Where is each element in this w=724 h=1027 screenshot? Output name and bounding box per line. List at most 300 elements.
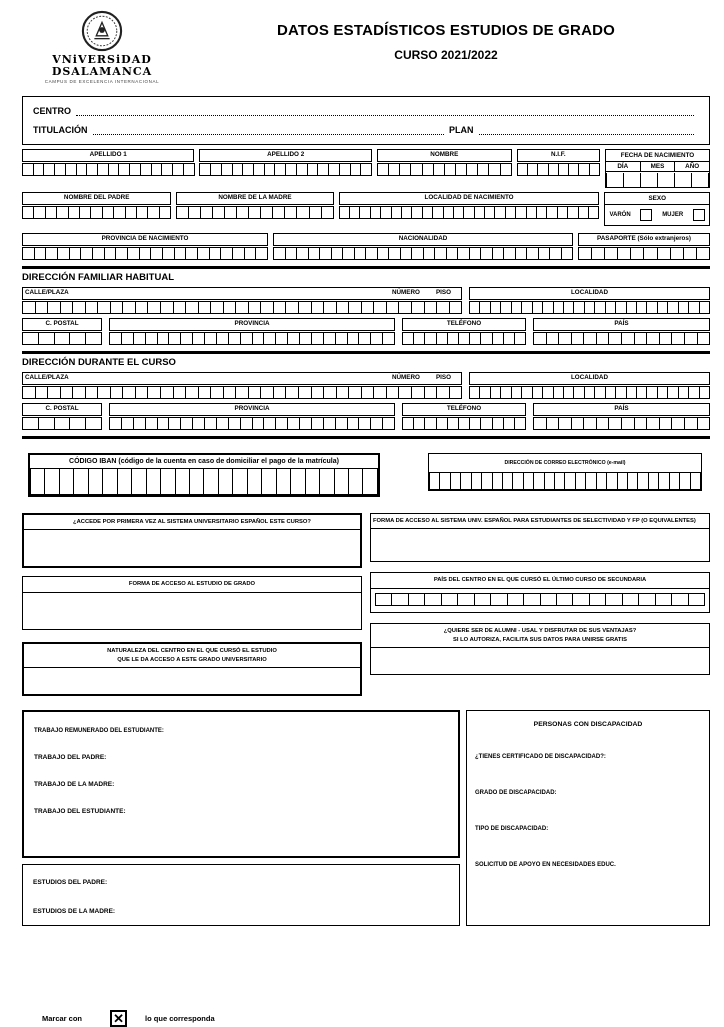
q-naturaleza-centro-label: NATURALEZA DEL CENTRO EN EL QUE CURSÓ EL ESTUDIO QUE LE DA ACCESO A ESTE GRADO UNIVERSITARIO <box>24 644 360 668</box>
char-cell[interactable] <box>449 386 463 399</box>
char-cell[interactable] <box>373 301 387 314</box>
char-cell[interactable] <box>697 417 711 430</box>
grado-discapacidad-label: GRADO DE DISCAPACIDAD: <box>475 790 557 797</box>
char-cell[interactable] <box>699 386 710 399</box>
char-cell[interactable] <box>276 469 291 495</box>
df-numero-label: NÚMERO <box>391 288 420 296</box>
char-cell[interactable] <box>457 593 474 606</box>
char-cell[interactable] <box>185 386 199 399</box>
char-cell[interactable] <box>223 301 237 314</box>
mes-label: MES <box>640 162 675 171</box>
char-cell[interactable] <box>72 301 86 314</box>
nif-cells[interactable] <box>517 163 600 176</box>
char-cell[interactable] <box>391 593 408 606</box>
char-cell[interactable] <box>336 301 350 314</box>
df-pais-cells[interactable] <box>533 332 710 345</box>
char-cell[interactable] <box>311 386 325 399</box>
char-cell[interactable] <box>348 301 362 314</box>
apellido2-cells[interactable] <box>199 163 371 176</box>
nombre-madre-field <box>176 192 333 219</box>
char-cell[interactable] <box>424 386 438 399</box>
char-cell[interactable] <box>375 593 392 606</box>
char-cell[interactable] <box>362 469 377 495</box>
char-cell[interactable] <box>386 386 400 399</box>
certificado-discapacidad-label: ¿TIENES CERTIFICADO DE DISCAPACIDAD?: <box>475 754 606 761</box>
char-cell[interactable] <box>334 469 349 495</box>
char-cell[interactable] <box>572 593 589 606</box>
varon-checkbox[interactable] <box>640 209 652 221</box>
x-mark-checkbox[interactable]: ✕ <box>110 1010 127 1027</box>
char-cell[interactable] <box>159 206 171 219</box>
char-cell[interactable] <box>634 417 648 430</box>
centro-fill-line[interactable] <box>76 107 694 116</box>
char-cell[interactable] <box>85 386 99 399</box>
char-cell[interactable] <box>122 301 136 314</box>
nombre-madre-cells[interactable] <box>176 206 333 219</box>
char-cell[interactable] <box>556 593 573 606</box>
direccion-curso-title: DIRECCIÓN DURANTE EL CURSO <box>22 356 176 368</box>
apellido1-label: APELLIDO 1 <box>22 149 194 162</box>
page-subtitle: CURSO 2021/2022 <box>394 48 498 62</box>
char-cell[interactable] <box>348 386 362 399</box>
char-cell[interactable] <box>500 163 512 176</box>
q-alumni-box <box>370 623 710 675</box>
dc-cpostal-field <box>22 403 102 430</box>
char-cell[interactable] <box>523 593 540 606</box>
df-cpostal-field <box>22 318 102 345</box>
char-cell[interactable] <box>657 247 671 260</box>
df-localidad-field <box>469 287 710 314</box>
trabajo-madre-label: TRABAJO DE LA MADRE: <box>34 781 115 789</box>
char-cell[interactable] <box>514 332 526 345</box>
dc-localidad-cells[interactable] <box>469 386 710 399</box>
char-cell[interactable] <box>85 332 102 345</box>
char-cell[interactable] <box>604 247 618 260</box>
char-cell[interactable] <box>683 247 697 260</box>
char-cell[interactable] <box>436 301 450 314</box>
dc-pais-field <box>533 403 710 430</box>
iban-email-row <box>22 453 710 497</box>
pasaporte-label: PASAPORTE (Sólo extranjeros) <box>578 233 710 246</box>
tipo-discapacidad-label: TIPO DE DISCAPACIDAD: <box>475 826 549 833</box>
df-telefono-label: TELÉFONO <box>402 318 526 331</box>
email-field <box>428 453 702 491</box>
char-cell[interactable] <box>210 386 224 399</box>
char-cell[interactable] <box>558 417 572 430</box>
char-cell[interactable] <box>223 386 237 399</box>
char-cell[interactable] <box>102 469 117 495</box>
char-cell[interactable] <box>621 417 635 430</box>
char-cell[interactable] <box>110 386 124 399</box>
char-cell[interactable] <box>135 386 149 399</box>
char-cell[interactable] <box>630 247 644 260</box>
questions-area <box>22 513 710 697</box>
char-cell[interactable] <box>697 332 711 345</box>
char-cell[interactable] <box>638 593 655 606</box>
char-cell[interactable] <box>382 417 395 430</box>
char-cell[interactable] <box>514 417 526 430</box>
mujer-checkbox[interactable] <box>693 209 705 221</box>
section-divider <box>22 266 710 269</box>
dc-provincia-label: PROVINCIA <box>109 403 395 416</box>
char-cell[interactable] <box>248 301 262 314</box>
localidad-nacimiento-cells[interactable] <box>339 206 600 219</box>
char-cell[interactable] <box>398 386 412 399</box>
df-calle-cells[interactable] <box>22 301 462 314</box>
char-cell[interactable] <box>696 247 710 260</box>
char-cell[interactable] <box>578 247 592 260</box>
char-cell[interactable] <box>22 332 39 345</box>
char-cell[interactable] <box>596 417 610 430</box>
df-piso-label: PISO <box>435 288 451 296</box>
char-cell[interactable] <box>348 469 363 495</box>
char-cell[interactable] <box>546 332 560 345</box>
nif-field <box>517 149 600 176</box>
provincia-nacimiento-cells[interactable] <box>22 247 268 260</box>
char-cell[interactable] <box>621 332 635 345</box>
char-cell[interactable] <box>290 469 305 495</box>
char-cell[interactable] <box>608 417 622 430</box>
char-cell[interactable] <box>44 469 59 495</box>
q-forma-acceso-sistema-label: FORMA DE ACCESO AL SISTEMA UNIV. ESPAÑOL PARA ESTUDIANTES DE SELECTIVIDAD Y FP (O EQUIVALENTES) <box>371 514 709 530</box>
char-cell[interactable] <box>657 173 675 187</box>
q-pais-centro-label: PAÍS DEL CENTRO EN EL QUE CURSÓ EL ÚLTIMO CURSO DE SECUNDARIA <box>371 573 709 589</box>
char-cell[interactable] <box>235 386 249 399</box>
q-naturaleza-centro-answer[interactable] <box>24 668 360 694</box>
apellido1-cells[interactable] <box>22 163 194 176</box>
char-cell[interactable] <box>361 301 375 314</box>
char-cell[interactable] <box>591 247 605 260</box>
char-cell[interactable] <box>408 593 425 606</box>
nacionalidad-label: NACIONALIDAD <box>273 233 573 246</box>
nacionalidad-cells[interactable] <box>273 247 573 260</box>
nombre-field <box>377 149 512 176</box>
dc-calle-field <box>22 372 462 399</box>
email-label: DIRECCIÓN DE CORREO ELECTRÓNICO (e-mail) <box>429 454 701 473</box>
char-cell[interactable] <box>655 593 672 606</box>
char-cell[interactable] <box>147 386 161 399</box>
char-cell[interactable] <box>247 469 262 495</box>
char-cell[interactable] <box>540 593 557 606</box>
pasaporte-cells[interactable] <box>578 247 710 260</box>
char-cell[interactable] <box>260 386 274 399</box>
df-provincia-label: PROVINCIA <box>109 318 395 331</box>
titulacion-fill-line[interactable] <box>93 126 445 135</box>
char-cell[interactable] <box>449 301 463 314</box>
iban-label: CÓDIGO IBAN (código de la cuenta en caso de domiciliar el pago de la matrícula) <box>30 455 378 469</box>
fecha-nacimiento-box <box>605 149 710 188</box>
char-cell[interactable] <box>699 301 710 314</box>
char-cell[interactable] <box>382 332 395 345</box>
char-cell[interactable] <box>60 301 74 314</box>
q-primera-vez-box <box>22 513 362 569</box>
char-cell[interactable] <box>589 163 600 176</box>
dir-familiar-row-1 <box>22 287 710 314</box>
direccion-familiar-title: DIRECCIÓN FAMILIAR HABITUAL <box>22 271 174 283</box>
char-cell[interactable] <box>131 469 146 495</box>
char-cell[interactable] <box>72 386 86 399</box>
form-titles <box>182 8 710 62</box>
solicitud-apoyo-label: SOLICITUD DE APOYO EN NECESIDADES EDUC. <box>475 862 616 869</box>
char-cell[interactable] <box>88 469 103 495</box>
logo-subtitle: CAMPUS DE EXCELENCIA INTERNACIONAL <box>44 79 160 85</box>
provincia-nacimiento-field <box>22 233 268 260</box>
char-cell[interactable] <box>285 301 299 314</box>
char-cell[interactable] <box>198 301 212 314</box>
char-cell[interactable] <box>47 301 61 314</box>
char-cell[interactable] <box>183 163 195 176</box>
nombre-cells[interactable] <box>377 163 512 176</box>
char-cell[interactable] <box>606 173 624 187</box>
char-cell[interactable] <box>589 593 606 606</box>
q-forma-acceso-grado-box <box>22 576 362 630</box>
varon-label: VARÓN <box>609 212 631 218</box>
char-cell[interactable] <box>571 332 585 345</box>
char-cell[interactable] <box>54 332 71 345</box>
char-cell[interactable] <box>260 301 274 314</box>
char-cell[interactable] <box>411 386 425 399</box>
char-cell[interactable] <box>173 301 187 314</box>
char-cell[interactable] <box>97 301 111 314</box>
char-cell[interactable] <box>360 163 372 176</box>
page-title: DATOS ESTADÍSTICOS ESTUDIOS DE GRADO <box>276 22 616 39</box>
char-cell[interactable] <box>323 301 337 314</box>
char-cell[interactable] <box>85 417 102 430</box>
char-cell[interactable] <box>583 417 597 430</box>
char-cell[interactable] <box>298 301 312 314</box>
char-cell[interactable] <box>671 332 685 345</box>
char-cell[interactable] <box>643 247 657 260</box>
df-provincia-field <box>109 318 395 345</box>
char-cell[interactable] <box>691 173 709 187</box>
char-cell[interactable] <box>671 593 688 606</box>
df-cpostal-label: C. POSTAL <box>22 318 102 331</box>
dc-cpostal-cells[interactable] <box>22 417 102 430</box>
plan-fill-line[interactable] <box>479 126 694 135</box>
q-pais-centro-cells[interactable] <box>375 593 705 606</box>
char-cell[interactable] <box>684 332 698 345</box>
char-cell[interactable] <box>22 417 39 430</box>
char-cell[interactable] <box>198 386 212 399</box>
char-cell[interactable] <box>670 247 684 260</box>
char-cell[interactable] <box>321 206 334 219</box>
char-cell[interactable] <box>323 386 337 399</box>
char-cell[interactable] <box>319 469 334 495</box>
char-cell[interactable] <box>424 301 438 314</box>
char-cell[interactable] <box>273 386 287 399</box>
titulacion-label: TITULACIÓN <box>33 125 88 135</box>
char-cell[interactable] <box>117 469 132 495</box>
char-cell[interactable] <box>147 301 161 314</box>
trabajo-remunerado-label: TRABAJO REMUNERADO DEL ESTUDIANTE: <box>34 728 164 735</box>
char-cell[interactable] <box>160 301 174 314</box>
dc-numero-label: NÚMERO <box>391 373 420 381</box>
df-pais-label: PAÍS <box>533 318 710 331</box>
char-cell[interactable] <box>634 332 648 345</box>
char-cell[interactable] <box>122 386 136 399</box>
email-cells[interactable] <box>429 473 701 490</box>
char-cell[interactable] <box>160 469 175 495</box>
q-alumni-answer[interactable] <box>371 648 709 674</box>
char-cell[interactable] <box>646 417 660 430</box>
fecha-cells[interactable] <box>606 173 709 187</box>
df-localidad-label: LOCALIDAD <box>469 287 710 300</box>
fecha-subheaders <box>606 162 709 172</box>
char-cell[interactable] <box>336 386 350 399</box>
char-cell[interactable] <box>69 332 86 345</box>
corresponda-label: lo que corresponda <box>145 1014 215 1024</box>
char-cell[interactable] <box>47 386 61 399</box>
char-cell[interactable] <box>22 386 36 399</box>
char-cell[interactable] <box>175 469 190 495</box>
char-cell[interactable] <box>533 417 547 430</box>
char-cell[interactable] <box>54 417 71 430</box>
dc-telefono-field <box>402 403 526 430</box>
char-cell[interactable] <box>622 593 639 606</box>
df-localidad-cells[interactable] <box>469 301 710 314</box>
char-cell[interactable] <box>646 332 660 345</box>
char-cell[interactable] <box>210 301 224 314</box>
char-cell[interactable] <box>73 469 88 495</box>
char-cell[interactable] <box>218 469 233 495</box>
nombre-padre-label: NOMBRE DEL PADRE <box>22 192 171 205</box>
char-cell[interactable] <box>255 247 268 260</box>
char-cell[interactable] <box>285 386 299 399</box>
dc-pais-cells[interactable] <box>533 417 710 430</box>
char-cell[interactable] <box>305 469 320 495</box>
char-cell[interactable] <box>608 332 622 345</box>
char-cell[interactable] <box>659 417 673 430</box>
char-cell[interactable] <box>361 386 375 399</box>
char-cell[interactable] <box>671 417 685 430</box>
char-cell[interactable] <box>85 301 99 314</box>
char-cell[interactable] <box>22 301 36 314</box>
dc-telefono-label: TELÉFONO <box>402 403 526 416</box>
char-cell[interactable] <box>605 593 622 606</box>
bottom-area <box>22 710 710 926</box>
dc-localidad-field <box>469 372 710 399</box>
char-cell[interactable] <box>248 386 262 399</box>
dia-label: DÍA <box>617 163 629 170</box>
char-cell[interactable] <box>298 386 312 399</box>
char-cell[interactable] <box>146 469 161 495</box>
apellido1-field <box>22 149 194 176</box>
char-cell[interactable] <box>110 301 124 314</box>
char-cell[interactable] <box>684 417 698 430</box>
df-provincia-cells[interactable] <box>109 332 395 345</box>
char-cell[interactable] <box>533 332 547 345</box>
char-cell[interactable] <box>690 473 701 490</box>
char-cell[interactable] <box>596 332 610 345</box>
sexo-label: SEXO <box>605 193 709 205</box>
sexo-box <box>604 192 710 226</box>
dir-familiar-row-2 <box>22 318 710 345</box>
dc-calle-cells[interactable] <box>22 386 462 399</box>
personal-row-3 <box>22 233 710 260</box>
char-cell[interactable] <box>674 173 692 187</box>
char-cell[interactable] <box>441 593 458 606</box>
char-cell[interactable] <box>35 386 49 399</box>
char-cell[interactable] <box>232 469 247 495</box>
nif-label: N.I.F. <box>517 149 600 162</box>
section-divider <box>22 351 710 354</box>
df-telefono-cells[interactable] <box>402 332 526 345</box>
personal-row-2 <box>22 192 710 226</box>
dc-provincia-cells[interactable] <box>109 417 395 430</box>
char-cell[interactable] <box>273 301 287 314</box>
char-cell[interactable] <box>203 469 218 495</box>
char-cell[interactable] <box>588 206 599 219</box>
char-cell[interactable] <box>185 301 199 314</box>
char-cell[interactable] <box>617 247 631 260</box>
dc-provincia-field <box>109 403 395 430</box>
char-cell[interactable] <box>189 469 204 495</box>
q-forma-acceso-grado-answer[interactable] <box>23 593 361 629</box>
iban-cells[interactable] <box>30 469 378 495</box>
char-cell[interactable] <box>546 417 560 430</box>
char-cell[interactable] <box>571 417 585 430</box>
trabajo-padre-label: TRABAJO DEL PADRE: <box>34 754 107 762</box>
char-cell[interactable] <box>261 469 276 495</box>
nacionalidad-field <box>273 233 573 260</box>
char-cell[interactable] <box>640 173 658 187</box>
char-cell[interactable] <box>688 593 705 606</box>
char-cell[interactable] <box>436 386 450 399</box>
char-cell[interactable] <box>623 173 641 187</box>
nombre-label: NOMBRE <box>377 149 512 162</box>
char-cell[interactable] <box>424 593 441 606</box>
char-cell[interactable] <box>507 593 524 606</box>
char-cell[interactable] <box>173 386 187 399</box>
char-cell[interactable] <box>583 332 597 345</box>
q-forma-acceso-sistema-answer[interactable] <box>371 529 709 561</box>
char-cell[interactable] <box>160 386 174 399</box>
char-cell[interactable] <box>490 593 507 606</box>
char-cell[interactable] <box>235 301 249 314</box>
nombre-padre-cells[interactable] <box>22 206 171 219</box>
char-cell[interactable] <box>60 386 74 399</box>
char-cell[interactable] <box>30 469 45 495</box>
q-alumni-label: ¿QUIERE SER DE ALUMNI - USAL Y DISFRUTAR DE SUS VENTAJAS? SI LO AUTORIZA, FACILITA SUS DATOS PARA UNIRSE GRATIS <box>371 624 709 648</box>
char-cell[interactable] <box>38 332 55 345</box>
char-cell[interactable] <box>373 386 387 399</box>
char-cell[interactable] <box>135 301 149 314</box>
plan-label: PLAN <box>449 125 474 135</box>
nombre-padre-field <box>22 192 171 219</box>
char-cell[interactable] <box>474 593 491 606</box>
char-cell[interactable] <box>659 332 673 345</box>
df-telefono-field <box>402 318 526 345</box>
iban-field <box>28 453 380 497</box>
char-cell[interactable] <box>69 417 86 430</box>
char-cell[interactable] <box>398 301 412 314</box>
dc-localidad-label: LOCALIDAD <box>469 372 710 385</box>
marcar-con-label: Marcar con <box>42 1014 83 1024</box>
char-cell[interactable] <box>38 417 55 430</box>
q-primera-vez-answer[interactable] <box>24 530 360 566</box>
char-cell[interactable] <box>97 386 111 399</box>
char-cell[interactable] <box>561 247 574 260</box>
char-cell[interactable] <box>411 301 425 314</box>
char-cell[interactable] <box>311 301 325 314</box>
df-cpostal-cells[interactable] <box>22 332 102 345</box>
localidad-nacimiento-label: LOCALIDAD DE NACIMIENTO <box>339 192 600 205</box>
char-cell[interactable] <box>35 301 49 314</box>
dc-telefono-cells[interactable] <box>402 417 526 430</box>
char-cell[interactable] <box>59 469 74 495</box>
char-cell[interactable] <box>558 332 572 345</box>
char-cell[interactable] <box>386 301 400 314</box>
